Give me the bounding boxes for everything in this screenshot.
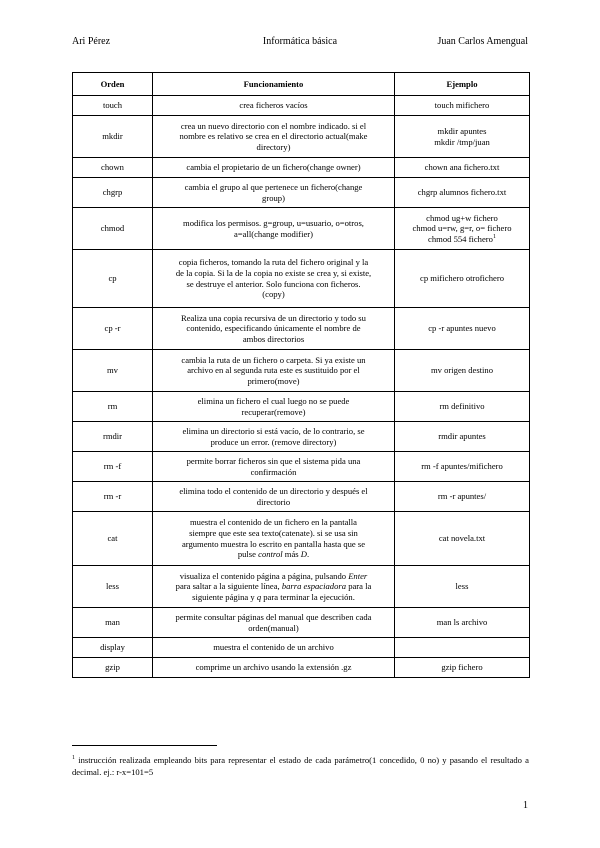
description-cell: [153, 638, 395, 658]
example-cell: [395, 392, 530, 422]
description-fragment: para la: [346, 581, 372, 592]
description-cell: [153, 512, 395, 566]
description-cell: [153, 96, 395, 116]
description-line: permite consultar páginas del manual que describen cada: [175, 611, 372, 622]
example-line: cat novela.txt: [438, 533, 486, 544]
command-cell: mv: [73, 350, 153, 392]
description-fragment: pulse: [237, 549, 259, 560]
example-line: cp mifichero otrofichero: [420, 273, 504, 284]
description-line: produce un error. (remove directory): [210, 436, 337, 447]
example-line: mv origen destino: [430, 365, 494, 376]
example-cell: [395, 116, 530, 158]
description-line: modifica los permisos. g=group, u=usuario, o=otros,: [183, 217, 364, 228]
description-line: nombre es relativo se crea en el directorio actual(make: [179, 131, 368, 142]
key-name: control: [258, 549, 283, 560]
description-line: muestra el contenido de un archivo: [213, 642, 334, 653]
table-row: [73, 308, 530, 350]
command-cell: cat: [73, 512, 153, 566]
header-author-right: Juan Carlos Amengual: [437, 36, 528, 47]
example-line: rm definitivo: [439, 401, 485, 412]
example-cell: [395, 96, 530, 116]
description-line: directorio: [256, 496, 291, 507]
command-cell: display: [73, 638, 153, 658]
key-name: D: [300, 549, 307, 560]
example-cell: [395, 658, 530, 678]
example-line: chmod 554 fichero: [428, 233, 493, 244]
description-cell: [153, 658, 395, 678]
command-cell: chmod: [73, 208, 153, 250]
description-line: orden(manual): [248, 622, 299, 633]
example-line: less: [455, 581, 469, 592]
example-line: gzip fichero: [441, 662, 483, 673]
example-line: man ls archivo: [436, 617, 488, 628]
table-row: [73, 96, 530, 116]
description-cell: [153, 308, 395, 350]
example-cell: [395, 308, 530, 350]
table-row: [73, 512, 530, 566]
key-name: q: [256, 591, 262, 602]
description-line: argumento muestra lo escrito en pantalla hasta que se: [181, 538, 366, 549]
description-cell: [153, 608, 395, 638]
table-row: [73, 208, 530, 250]
description-line: copia ficheros, tomando la ruta del fichero original y la: [178, 257, 369, 268]
example-line: mkdir apuntes: [437, 125, 487, 136]
description-line: archivo en al segunda ruta este es sustituido por el: [187, 365, 360, 376]
command-cell: chown: [73, 158, 153, 178]
description-line: directory): [256, 141, 291, 152]
table-row: [73, 116, 530, 158]
example-cell: [395, 250, 530, 308]
description-fragment: para terminar la ejecución.: [261, 591, 355, 602]
description-line: crea ficheros vacíos: [239, 100, 308, 111]
description-line: elimina un fichero el cual luego no se puede: [197, 395, 350, 406]
header-ejemplo: Ejemplo: [395, 73, 530, 96]
description-fragment: visualiza el contenido página a página, pulsando: [179, 570, 349, 581]
description-fragment: siguiente página y: [192, 591, 257, 602]
description-line: cambia el propietario de un fichero(change owner): [186, 162, 361, 173]
table-header-row: [73, 73, 530, 96]
example-cell: [395, 638, 530, 658]
description-line: contenido, especificando únicamente el nombre de: [186, 323, 361, 334]
example-cell: [395, 158, 530, 178]
command-cell: less: [73, 566, 153, 608]
table-row: [73, 422, 530, 452]
example-cell: [395, 566, 530, 608]
description-line: recuperar(remove): [241, 406, 306, 417]
example-line: touch mifichero: [434, 100, 490, 111]
example-line: cp -r apuntes nuevo: [428, 323, 496, 334]
description-cell: [153, 208, 395, 250]
description-line: cambia el grupo al que pertenece un fichero(change: [184, 181, 363, 192]
command-cell: rm -f: [73, 452, 153, 482]
command-cell: cp -r: [73, 308, 153, 350]
description-line: comprime un archivo usando la extensión .gz: [195, 662, 352, 673]
description-line: muestra el contenido de un fichero en la pantalla: [189, 517, 358, 528]
command-cell: gzip: [73, 658, 153, 678]
command-cell: rmdir: [73, 422, 153, 452]
description-fragment: para saltar a la siguiente línea,: [175, 581, 282, 592]
command-cell: cp: [73, 250, 153, 308]
example-cell: [395, 452, 530, 482]
key-name: barra espaciadora: [281, 581, 347, 592]
description-fragment: más: [282, 549, 301, 560]
description-line: elimina todo el contenido de un directorio y después el: [179, 485, 368, 496]
description-line: Realiza una copia recursiva de un directorio y todo su: [181, 312, 366, 323]
header-orden: Orden: [73, 73, 153, 96]
table-row: [73, 608, 530, 638]
description-cell: [153, 392, 395, 422]
description-line: confirmación: [250, 466, 297, 477]
table-row: [73, 658, 530, 678]
command-cell: man: [73, 608, 153, 638]
example-cell: [395, 512, 530, 566]
description-line: group): [262, 192, 285, 203]
description-cell: [153, 158, 395, 178]
description-line: de la copia. Si la de la copia no existe se crea y, si existe,: [175, 267, 372, 278]
key-name: Enter: [348, 570, 368, 581]
page-number: 1: [523, 800, 528, 811]
example-line: chmod u=rw, g=r, o= fichero: [412, 223, 512, 234]
footnote-text: instrucción realizada empleando bits para representar el estado de cada parámetro(1 concedido, 0 no) y pasando el resultado a decimal. ej.: r-x=101=5: [72, 754, 529, 777]
table-row: [73, 638, 530, 658]
description-cell: [153, 482, 395, 512]
description-line: primero(move): [247, 375, 300, 386]
header-funcionamiento: Funcionamiento: [153, 73, 395, 96]
footnote-mark: 1: [72, 755, 75, 761]
example-cell: [395, 350, 530, 392]
table-row: [73, 566, 530, 608]
example-line: rmdir apuntes: [438, 431, 486, 442]
footnote-reference: 1: [492, 233, 496, 240]
description-line: cambia la ruta de un fichero o carpeta. Si ya existe un: [181, 354, 366, 365]
description-cell: [153, 422, 395, 452]
header-subject: Informática básica: [262, 36, 338, 47]
description-cell: [153, 566, 395, 608]
example-cell: [395, 422, 530, 452]
description-cell: [153, 452, 395, 482]
footnote: [72, 752, 529, 778]
example-cell: [395, 608, 530, 638]
description-line: se destruye el anterior. Solo funciona con ficheros.: [186, 278, 361, 289]
example-cell: [395, 178, 530, 208]
example-line: rm -f apuntes/mifichero: [421, 461, 503, 472]
description-line: ambos directorios: [242, 333, 305, 344]
table-row: [73, 392, 530, 422]
table-row: [73, 452, 530, 482]
example-line: chgrp alumnos fichero.txt: [417, 187, 507, 198]
table-row: [73, 350, 530, 392]
example-cell: [395, 482, 530, 512]
table-row: [73, 250, 530, 308]
table-row: [73, 482, 530, 512]
description-cell: [153, 178, 395, 208]
description-line: permite borrar ficheros sin que el sistema pida una: [186, 455, 361, 466]
command-cell: touch: [73, 96, 153, 116]
command-cell: rm: [73, 392, 153, 422]
example-line: chmod ug+w fichero: [426, 212, 498, 223]
table-row: [73, 158, 530, 178]
description-cell: [153, 116, 395, 158]
description-fragment: .: [307, 549, 310, 560]
commands-table: [72, 72, 530, 678]
table-row: [73, 178, 530, 208]
example-line: rm -r apuntes/: [437, 491, 487, 502]
description-line: crea un nuevo directorio con el nombre indicado. si el: [180, 120, 367, 131]
command-cell: mkdir: [73, 116, 153, 158]
example-cell: [395, 208, 530, 250]
description-line: (copy): [262, 289, 285, 300]
description-line: a=all(change modifier): [233, 228, 314, 239]
footnote-separator: [72, 745, 217, 746]
description-cell: [153, 350, 395, 392]
description-line: siempre que este sea texto(catenate). si se usa sin: [189, 527, 358, 538]
example-line: mkdir /tmp/juan: [434, 136, 490, 147]
description-line: elimina un directorio si está vacío, de lo contrario, se: [182, 425, 365, 436]
example-line: chown ana fichero.txt: [424, 162, 500, 173]
command-cell: chgrp: [73, 178, 153, 208]
command-cell: rm -r: [73, 482, 153, 512]
header-author-left: Ari Pérez: [72, 36, 111, 47]
description-cell: [153, 250, 395, 308]
